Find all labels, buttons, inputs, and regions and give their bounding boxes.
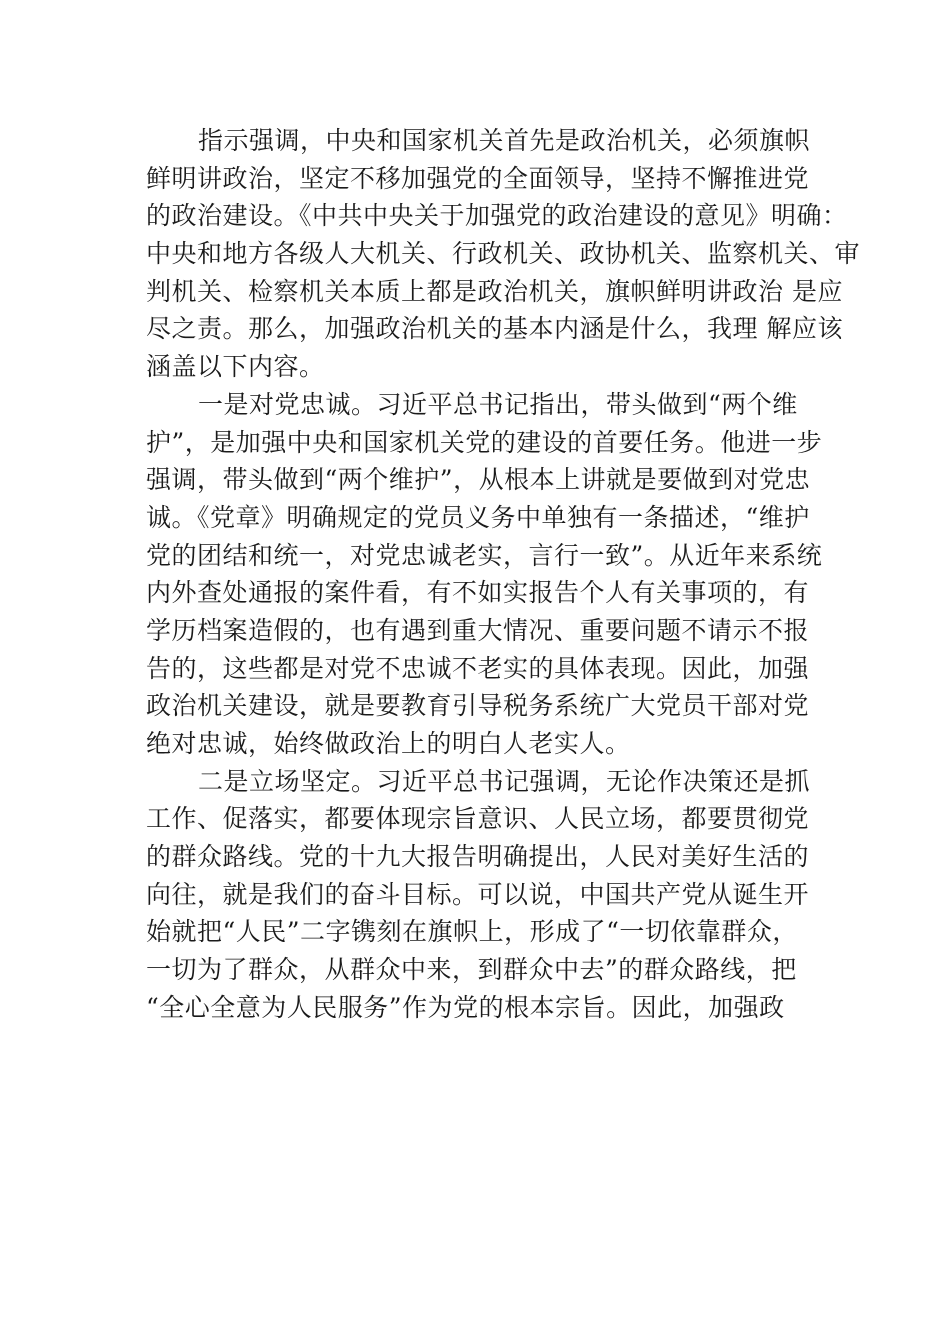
text-line: 的群众路线。党的十九大报告明确提出，人民对美好生活的 (146, 842, 810, 872)
text-line: 中央和地方各级人大机关、行政机关、政协机关、监察机关、审 (146, 239, 861, 269)
text-line: “全心全意为人民服务”作为党的根本宗旨。因此，加强政 (146, 992, 785, 1022)
text-line: 绝对忠诚，始终做政治上的明白人老实人。 (146, 729, 631, 758)
text-line: 护”，是加强中央和国家机关党的建设的首要任务。他进一步 (146, 427, 823, 457)
text-line: 始就把“人民”二字镌刻在旗帜上，形成了“一切依靠群众， (146, 917, 798, 947)
text-line: 向往，就是我们的奋斗目标。可以说，中国共产党从诞生开 (146, 879, 810, 909)
text-line: 一是对党忠诚。习近平总书记指出，带头做到“两个维 (198, 389, 798, 419)
text-line: 尽之责。那么，加强政治机关的基本内涵是什么，我理 解应该 (146, 314, 843, 344)
text-line: 党的团结和统一，对党忠诚老实，言行一致”。从近年来系统 (146, 540, 823, 570)
text-line: 诚。《党章》明确规定的党员义务中单独有一条描述，“维护 (146, 502, 810, 532)
text-line: 的政治建设。《中共中央关于加强党的政治建设的意见》明确： (146, 201, 848, 231)
text-line: 鲜明讲政治，坚定不移加强党的全面领导，坚持不懈推进党 (146, 163, 810, 193)
text-line: 告的，这些都是对党不忠诚不老实的具体表现。因此，加强 (146, 653, 810, 683)
text-line: 政治机关建设，就是要教育引导税务系统广大党员干部对党 (146, 691, 810, 721)
text-line: 判机关、检察机关本质上都是政治机关，旗帜鲜明讲政治 是应 (146, 276, 843, 306)
text-line: 工作、促落实，都要体现宗旨意识、人民立场，都要贯彻党 (146, 804, 810, 834)
text-line: 涵盖以下内容。 (146, 352, 325, 382)
text-line: 学历档案造假的，也有遇到重大情况、重要问题不请示不报 (146, 615, 810, 645)
text-line: 指示强调，中央和国家机关首先是政治机关，必须旗帜 (198, 126, 811, 155)
text-line: 强调，带头做到“两个维护”，从根本上讲就是要做到对党忠 (146, 465, 811, 495)
text-line: 二是立场坚定。习近平总书记强调，无论作决策还是抓 (198, 766, 811, 796)
text-line: 一切为了群众，从群众中来，到群众中去”的群众路线，把 (146, 955, 797, 985)
text-line: 内外查处通报的案件看，有不如实报告个人有关事项的，有 (146, 578, 810, 608)
document-body (146, 122, 861, 1027)
